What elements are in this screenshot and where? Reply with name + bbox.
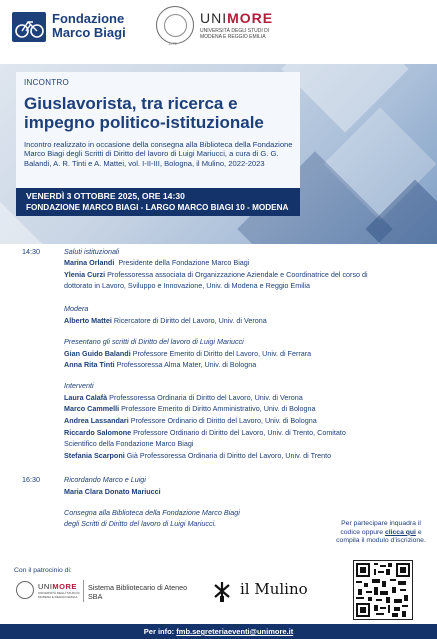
- event-date: VENERDÌ 3 OTTOBRE 2025, ORE 14:30: [26, 191, 185, 201]
- speaker-row: [64, 360, 404, 370]
- speaker-row: [64, 258, 404, 268]
- qr-code[interactable]: [353, 560, 413, 620]
- registration-line: [332, 529, 430, 538]
- patronage-divider: [83, 580, 84, 602]
- section-label: Ricordando Marco e Luigi: [64, 475, 146, 484]
- registration-pre: codice oppure: [340, 528, 385, 536]
- footer-label: Per info:: [143, 627, 177, 636]
- unimore-seal-center: [164, 14, 187, 37]
- qr-code-pattern: [354, 561, 412, 619]
- section-label: Saluti istituzionali: [64, 247, 120, 256]
- unimore-uni: UNI: [200, 10, 228, 26]
- patronage-unimore-wordmark: [38, 582, 77, 591]
- registration-link[interactable]: clicca qui: [384, 528, 416, 536]
- unimore-wordmark: [200, 10, 273, 26]
- section-label: Modera: [64, 304, 89, 313]
- time-slot: 14:30: [22, 247, 40, 256]
- fondazione-marco-biagi-logo: [12, 8, 142, 46]
- fmb-name-line2: Marco Biagi: [52, 25, 126, 40]
- speaker-name: Andrea Lassandari: [64, 416, 129, 425]
- speaker-row: [64, 393, 404, 403]
- speaker-row: [64, 349, 404, 359]
- speaker-name: Gian Guido Balandi: [64, 349, 131, 358]
- il-mulino-wordmark: il Mulino: [240, 580, 308, 598]
- event-title: Giuslavorista, tra ricerca e impegno politico-istituzionale: [24, 94, 264, 132]
- patronage-unimore-subtitle: UNIVERSITÀ DEGLI STUDI DI MODENA E REGGIO EMILIA: [38, 591, 80, 599]
- speaker-role-cont: Scientifico della Fondazione Marco Biagi: [64, 439, 194, 448]
- speaker-row: [64, 428, 404, 438]
- speaker-name: Marco Cammelli: [64, 404, 120, 413]
- speaker-row: [64, 487, 404, 497]
- speaker-role: Professoressa Ordinaria di Diritto del Lavoro, Univ. di Verona: [109, 393, 303, 402]
- event-venue: FONDAZIONE MARCO BIAGI - LARGO MARCO BIAGI 10 - MODENA: [26, 203, 289, 212]
- speaker-role: Già Professoressa Ordinaria di Diritto del Lavoro, Univ. di Trento: [126, 451, 332, 460]
- sba-line2: SBA: [88, 592, 103, 601]
- registration-line: Per partecipare inquadra il: [341, 520, 421, 527]
- speaker-role: Professore Ordinario di Diritto del Lavoro, Univ. di Trento, Comitato: [133, 428, 346, 437]
- windmill-icon: [212, 580, 232, 602]
- consegna-line: Consegna alla Biblioteca della Fondazione Marco Biagi: [64, 508, 240, 517]
- bicycle-icon: [12, 12, 46, 42]
- speaker-name: Alberto Mattei: [64, 316, 112, 325]
- unimore-subtitle-1: UNIVERSITÀ DEGLI STUDI DI: [200, 28, 270, 34]
- sba-line1: Sistema Bibliotecario di Ateneo: [88, 583, 188, 592]
- speaker-name: Stefania Scarponi: [64, 451, 125, 460]
- footer-email-link[interactable]: fmb.segreteriaeventi@unimore.it: [176, 627, 294, 636]
- speaker-role-cont: dottorato in Lavoro, Sviluppo e Innovazione, Univ. di Modena e Reggio Emilia: [64, 281, 310, 290]
- speaker-row: [64, 404, 404, 414]
- speaker-role: Professore Emerito di Diritto Amministrativo, Univ. di Bologna: [121, 404, 316, 413]
- registration-post: e: [415, 528, 422, 536]
- speaker-role: Professore Ordinario di Diritto del Lavoro, Univ. di Bologna: [130, 416, 317, 425]
- speaker-name: Riccardo Salomone: [64, 428, 132, 437]
- speaker-name: Anna Rita Tinti: [64, 360, 115, 369]
- unimore-seal-icon: [16, 581, 34, 599]
- speaker-role: Professoressa Alma Mater, Univ. di Bologna: [116, 360, 257, 369]
- speaker-role: Professoressa associata di Organizzazione Aziendale e Coordinatrice del corso di: [107, 270, 368, 279]
- patronage-label: Con il patrocinio di:: [14, 567, 72, 574]
- speaker-row: [64, 316, 404, 326]
- section-label: Presentano gli scritti di Diritto del lavoro di Luigi Mariucci: [64, 337, 244, 346]
- unimore-seal-year: 1175: [168, 41, 177, 46]
- speaker-row: [64, 416, 404, 426]
- speaker-role: Presidente della Fondazione Marco Biagi: [118, 258, 250, 267]
- time-slot: 16:30: [22, 475, 40, 484]
- footer-info: [0, 627, 437, 636]
- unimore-uni: UNI: [38, 582, 53, 591]
- speaker-name: Maria Clara Donato Mariucci: [64, 487, 161, 496]
- event-description: Incontro realizzato in occasione della consegna alla Biblioteca della Fondazione Marco Biagi degli Scritti di Diritto del lavoro di Luigi Mariucci, a cura di G. G. Balandi, A. R. Tinti e A. Mattei, vol. I-II-III, Bologna, il Mulino, 2022-2023: [24, 140, 293, 168]
- consegna-line: degli Scritti di Diritto del lavoro di Luigi Mariucci.: [64, 519, 217, 528]
- speaker-name: Laura Calafà: [64, 393, 108, 402]
- section-label: Interventi: [64, 381, 94, 390]
- speaker-role: Professore Emerito di Diritto del Lavoro, Univ. di Ferrara: [132, 349, 312, 358]
- registration-text: [332, 520, 430, 546]
- speaker-row: [64, 451, 404, 461]
- unimore-subtitle: [200, 28, 269, 40]
- fmb-name: [52, 12, 126, 40]
- speaker-name: Ylenia Curzi: [64, 270, 106, 279]
- unimore-more: MORE: [227, 10, 274, 26]
- speaker-role: Ricercatore di Diritto del Lavoro, Univ. di Verona: [113, 316, 267, 325]
- sba-logo-text: [88, 583, 187, 601]
- unimore-seal-icon: [156, 6, 194, 44]
- registration-line: compila il modulo d'iscrizione.: [336, 537, 426, 545]
- speaker-name: Marina Orlandi: [64, 258, 115, 267]
- speaker-row: [64, 270, 404, 280]
- unimore-more: MORE: [52, 582, 77, 591]
- fmb-name-line1: Fondazione: [52, 11, 125, 26]
- unimore-subtitle-2: MODENA E REGGIO EMILIA: [200, 34, 266, 40]
- event-kicker: INCONTRO: [24, 78, 70, 87]
